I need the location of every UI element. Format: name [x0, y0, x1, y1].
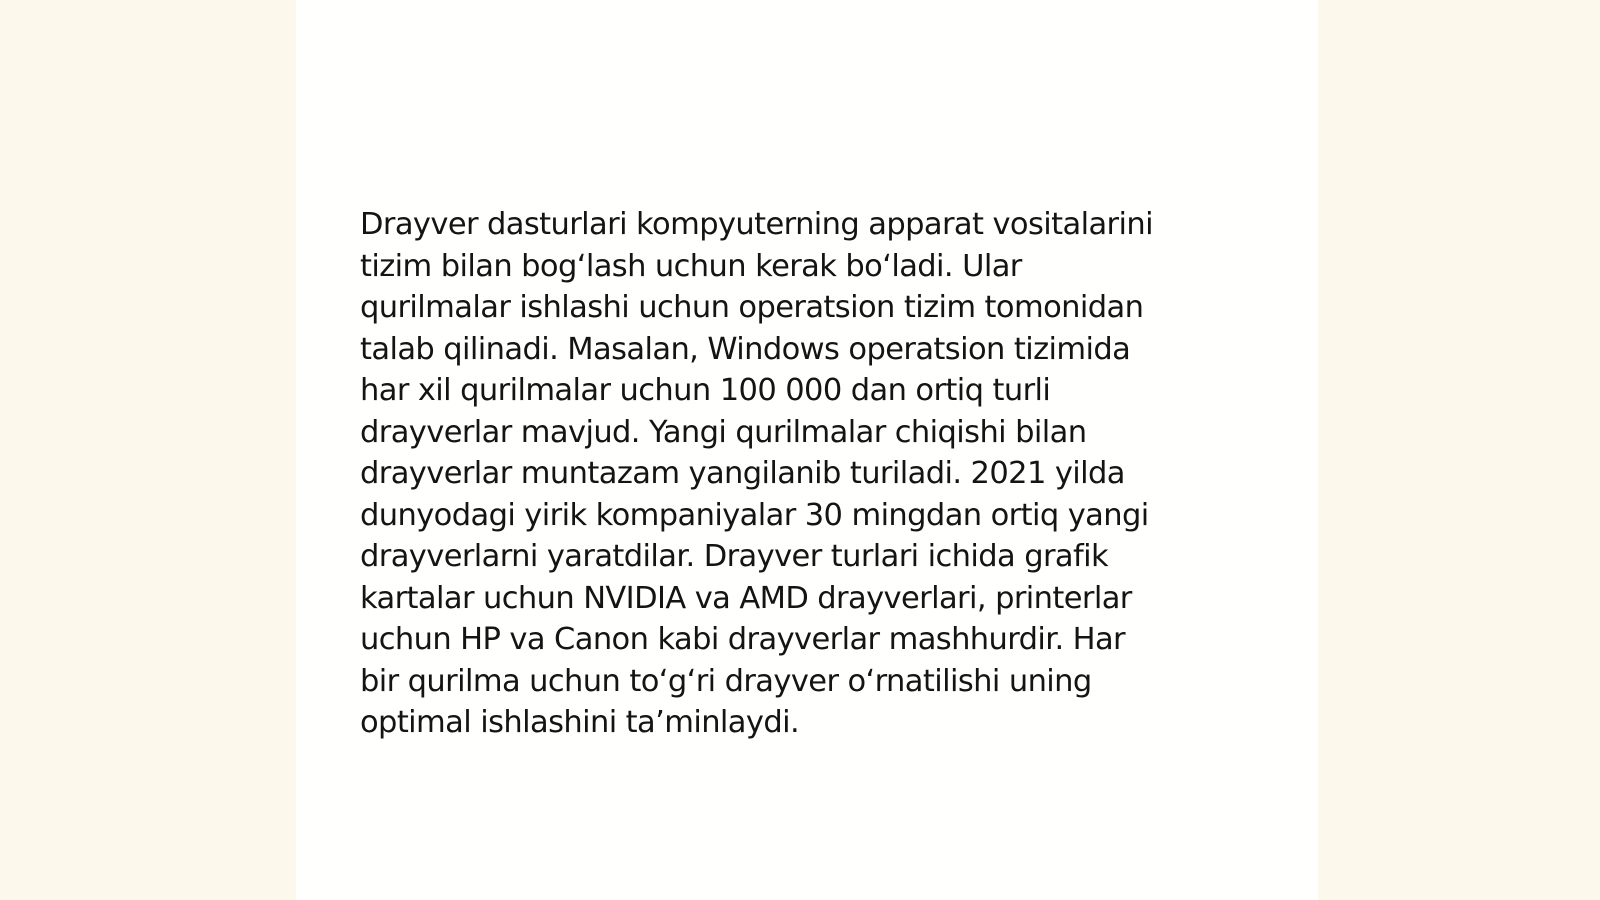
document-page — [296, 0, 1318, 900]
body-paragraph: Drayver dasturlari kompyuterning apparat vositalarini tizim bilan bog‘lash uchun kerak bo‘ladi. Ular qurilmalar ishlashi uchun operatsion tizim tomonidan talab qilinadi. Masalan, Windows operatsion tizimida har xil qurilmalar uchun 100 000 dan ortiq turli drayverlar mavjud. Yangi qurilmalar chiqishi bilan drayverlar muntazam yangilanib turiladi. 2021 yilda dunyodagi yirik kompaniyalar 30 mingdan ortiq yangi drayverlarni yaratdilar. Drayver turlari ichida grafik kartalar uchun NVIDIA va AMD drayverlari, printerlar uchun HP va Canon kabi drayverlar mashhurdir. Har bir qurilma uchun to‘g‘ri drayver o‘rnatilishi uning optimal ishlashini ta’minlaydi. — [360, 207, 1153, 740]
